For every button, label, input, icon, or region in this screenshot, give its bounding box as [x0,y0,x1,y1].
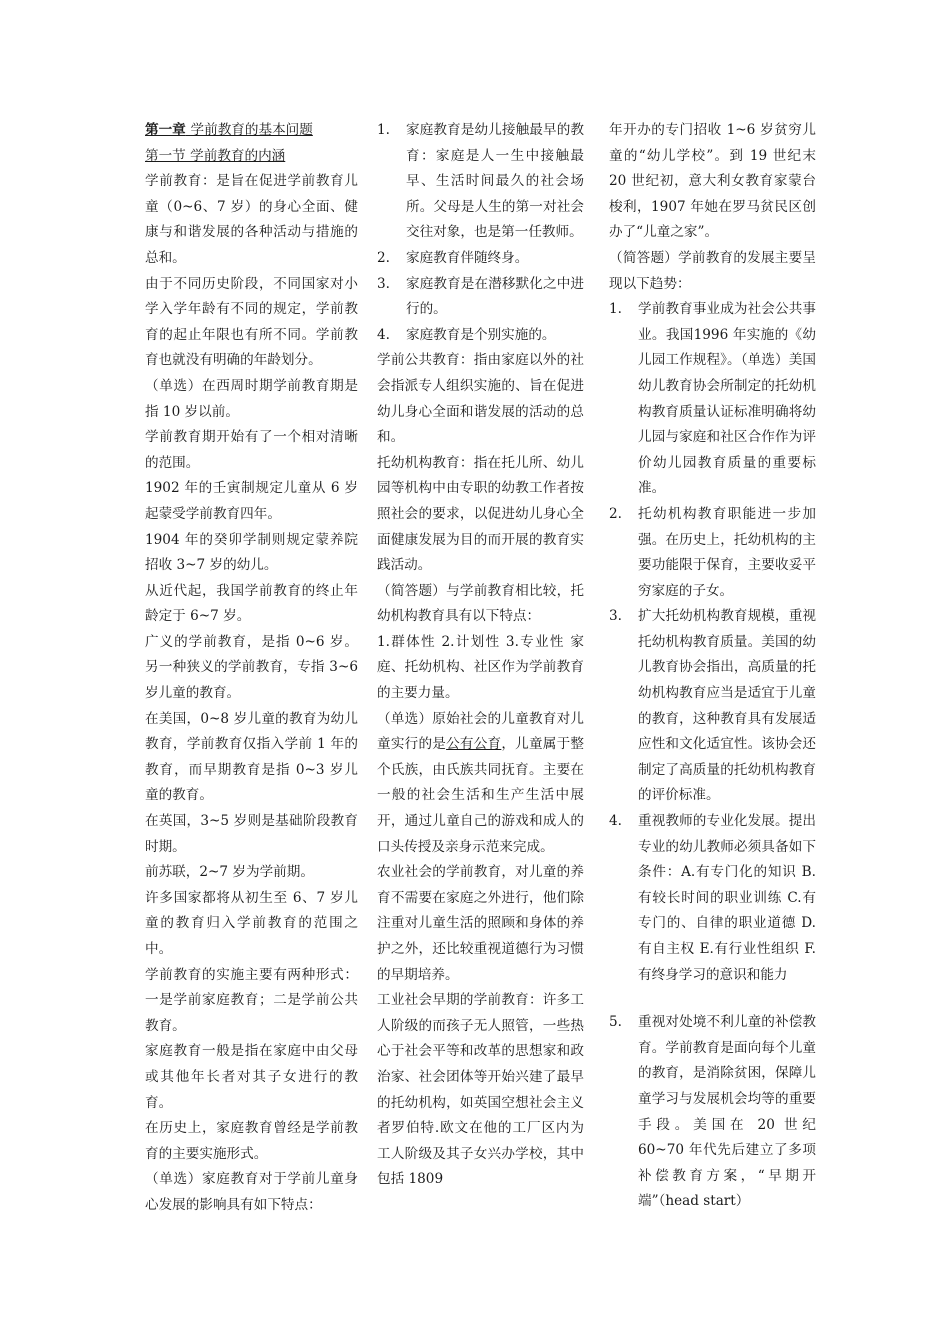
chapter-title: 学前教育的基本问题 [190,122,313,138]
paragraph: 在历史上，家庭教育曾经是学前教育的主要实施形式。 [145,1120,358,1162]
paragraph: 1904 年的癸卯学制则规定蒙养院招收 3~7 岁的幼儿。 [145,531,358,574]
column-2 [377,118,584,1193]
list-item [377,323,584,349]
list-number: 3. [609,608,622,625]
paragraph: 由于不同历史阶段，不同国家对小学入学年龄有不同的规定，学前教育的起止年限也有所不同。学前教育也就没有明确的年龄划分。 [145,275,358,369]
paragraph: 在美国，0~8 岁儿童的教育为幼儿教育，学前教育仅指入学前 1 年的教育，而早期教育是指 0~3 岁儿童的教育。 [145,710,358,804]
paragraph: 广义的学前教育，是指 0~6 岁。另一种狭义的学前教育，专指 3~6 岁儿童的教育。 [145,633,358,702]
list-item [609,502,816,604]
list-text: 家庭教育是幼儿接触最早的教育：家庭是人一生中接触最早、生活时间最久的社会场所。父母是人生的第一对社会交往对象，也是第一任教师。 [406,122,584,241]
list-text: 家庭教育伴随终身。 [406,249,529,266]
section-heading: 第一节 学前教育的内涵 [145,147,286,164]
paragraph-primitive-society [377,707,584,861]
column-3 [609,118,816,1215]
list-number: 1. [609,301,622,318]
paragraph: 在英国，3~5 岁则是基础阶段教育时期。 [145,813,358,855]
spacer [609,988,816,1010]
paragraph: （简答题）与学前教育相比较，托幼机构教育具有以下特点： [377,582,584,625]
text-segment: ，儿童属于整个氏族，由氏族共同抚育。主要在一般的社会生活和生产生活中展开，通过儿童自己的游戏和成人的口头传授及亲身示范来完成。 [377,736,585,855]
paragraph: 从近代起，我国学前教育的终止年龄定于 6~7 岁。 [145,582,358,625]
list-text: 家庭教育是个别实施的。 [406,326,556,343]
paragraph: 许多国家都将从初生至 6、7 岁儿童的教育归入学前教育的范围之中。 [145,889,358,957]
paragraph: 学前教育期开始有了一个相对清晰的范围。 [145,429,358,471]
list-number: 2. [377,249,390,266]
list-number: 4. [377,326,390,343]
list-number: 4. [609,813,622,830]
list-item [609,1010,816,1215]
paragraph: （单选）家庭教育对于学前儿童身心发展的影响具有如下特点： [145,1171,358,1213]
list-number: 5. [609,1014,622,1031]
list-text: 学前教育事业成为社会公共事业。我国1996 年实施的《幼儿园工作规程》。（单选）美国幼儿教育协会所制定的托幼机构教育质量认证标准明确将幼儿园与家庭和社区合作作为评价幼儿园教育质量的重要标准。 [638,301,816,497]
paragraph: 前苏联，2~7 岁为学前期。 [145,864,314,881]
list-item [609,809,816,988]
text-segment: （单选）原始社会的儿童教育对儿童实行的是 [377,710,584,753]
list-text: 家庭教育是在潜移默化之中进行的。 [406,275,584,318]
chapter-heading [145,118,358,144]
paragraph: 工业社会早期的学前教育：许多工人阶级的而孩子无人照管，一些热心于社会平等和改革的思想家和政治家、社会团体等开始兴建了最早的托幼机构，如英国空想社会主义者罗伯特.欧文在他的工厂区内为工人阶级及其子女兴办学校，其中包括 1809 [377,992,584,1188]
list-text: 重视教师的专业化发展。提出专业的幼儿教师必须具备如下条件：A.有专门化的知识 B.有较长时间的职业训练 C.有专门的、自律的职业道德 D.有自主权 E.有行业性组织 F.有终身学习的意识和能力 [638,813,816,983]
paragraph: 1.群体性 2.计划性 3.专业性 家庭、托幼机构、社区作为学前教育的主要力量。 [377,633,584,702]
list-item [609,297,816,502]
paragraph: （单选）在西周时期学前教育期是指 10 岁以前。 [145,377,358,420]
paragraph: 学前公共教育：指由家庭以外的社会指派专人组织实施的、旨在促进幼儿身心全面和谐发展的活动的总和。 [377,352,584,446]
list-number: 3. [377,275,390,292]
list-text: 扩大托幼机构教育规模，重视托幼机构教育质量。美国的幼儿教育协会指出，高质量的托幼机构教育应当是适宜于儿童的教育，这种教育具有发展适应性和文化适宜性。该协会还制定了高质量的托幼机构教育的评价标准。 [638,608,816,804]
paragraph: 学前教育的实施主要有两种形式：一是学前家庭教育；二是学前公共教育。 [145,966,358,1034]
paragraph: 年开办的专门招收 1~6 岁贫穷儿童的“幼儿学校”。到 19 世纪末 20 世纪初，意大利女教育家蒙台梭利，1907 年她在罗马贫民区创办了“儿童之家”。 [609,122,816,241]
chapter-label: 第一章 [145,122,186,138]
list-item [377,246,584,272]
column-1 [145,118,358,1219]
list-item [609,604,816,809]
list-number: 1. [377,122,390,138]
list-item [377,272,584,323]
list-text: 托幼机构教育职能进一步加强。在历史上，托幼机构的主要功能限于保育，主要收妥平穷家庭的子女。 [638,505,816,599]
paragraph: 学前教育：是旨在促进学前教育儿童（0~6、7 岁）的身心全面、健康与和谐发展的各种活动与措施的总和。 [145,173,358,266]
paragraph: 家庭教育一般是指在家庭中由父母或其他年长者对其子女进行的教育。 [145,1043,358,1111]
paragraph: （简答题）学前教育的发展主要呈现以下趋势： [609,249,816,292]
list-item [377,118,584,246]
paragraph: 托幼机构教育：指在托儿所、幼儿园等机构中由专职的幼教工作者按照社会的要求，以促进幼儿身心全面健康发展为目的而开展的教育实践活动。 [377,454,584,574]
paragraph: 农业社会的学前教育，对儿童的养育不需要在家庭之外进行，他们除注重对儿童生活的照顾和身体的养护之外，还比较重视道德行为习惯的早期培养。 [377,864,584,983]
underlined-term: 公有公育 [446,736,502,753]
paragraph: 1902 年的壬寅制规定儿童从 6 岁起蒙受学前教育四年。 [145,480,358,522]
list-number: 2. [609,505,622,522]
list-text: 重视对处境不利儿童的补偿教育。学前教育是面向每个儿童的教育，是消除贫困，保障儿童学习与发展机会均等的重要手段。美国在 20 世纪 60~70 年代先后建立了多项补偿教育方案，“早期开端”（head start） [638,1014,816,1210]
